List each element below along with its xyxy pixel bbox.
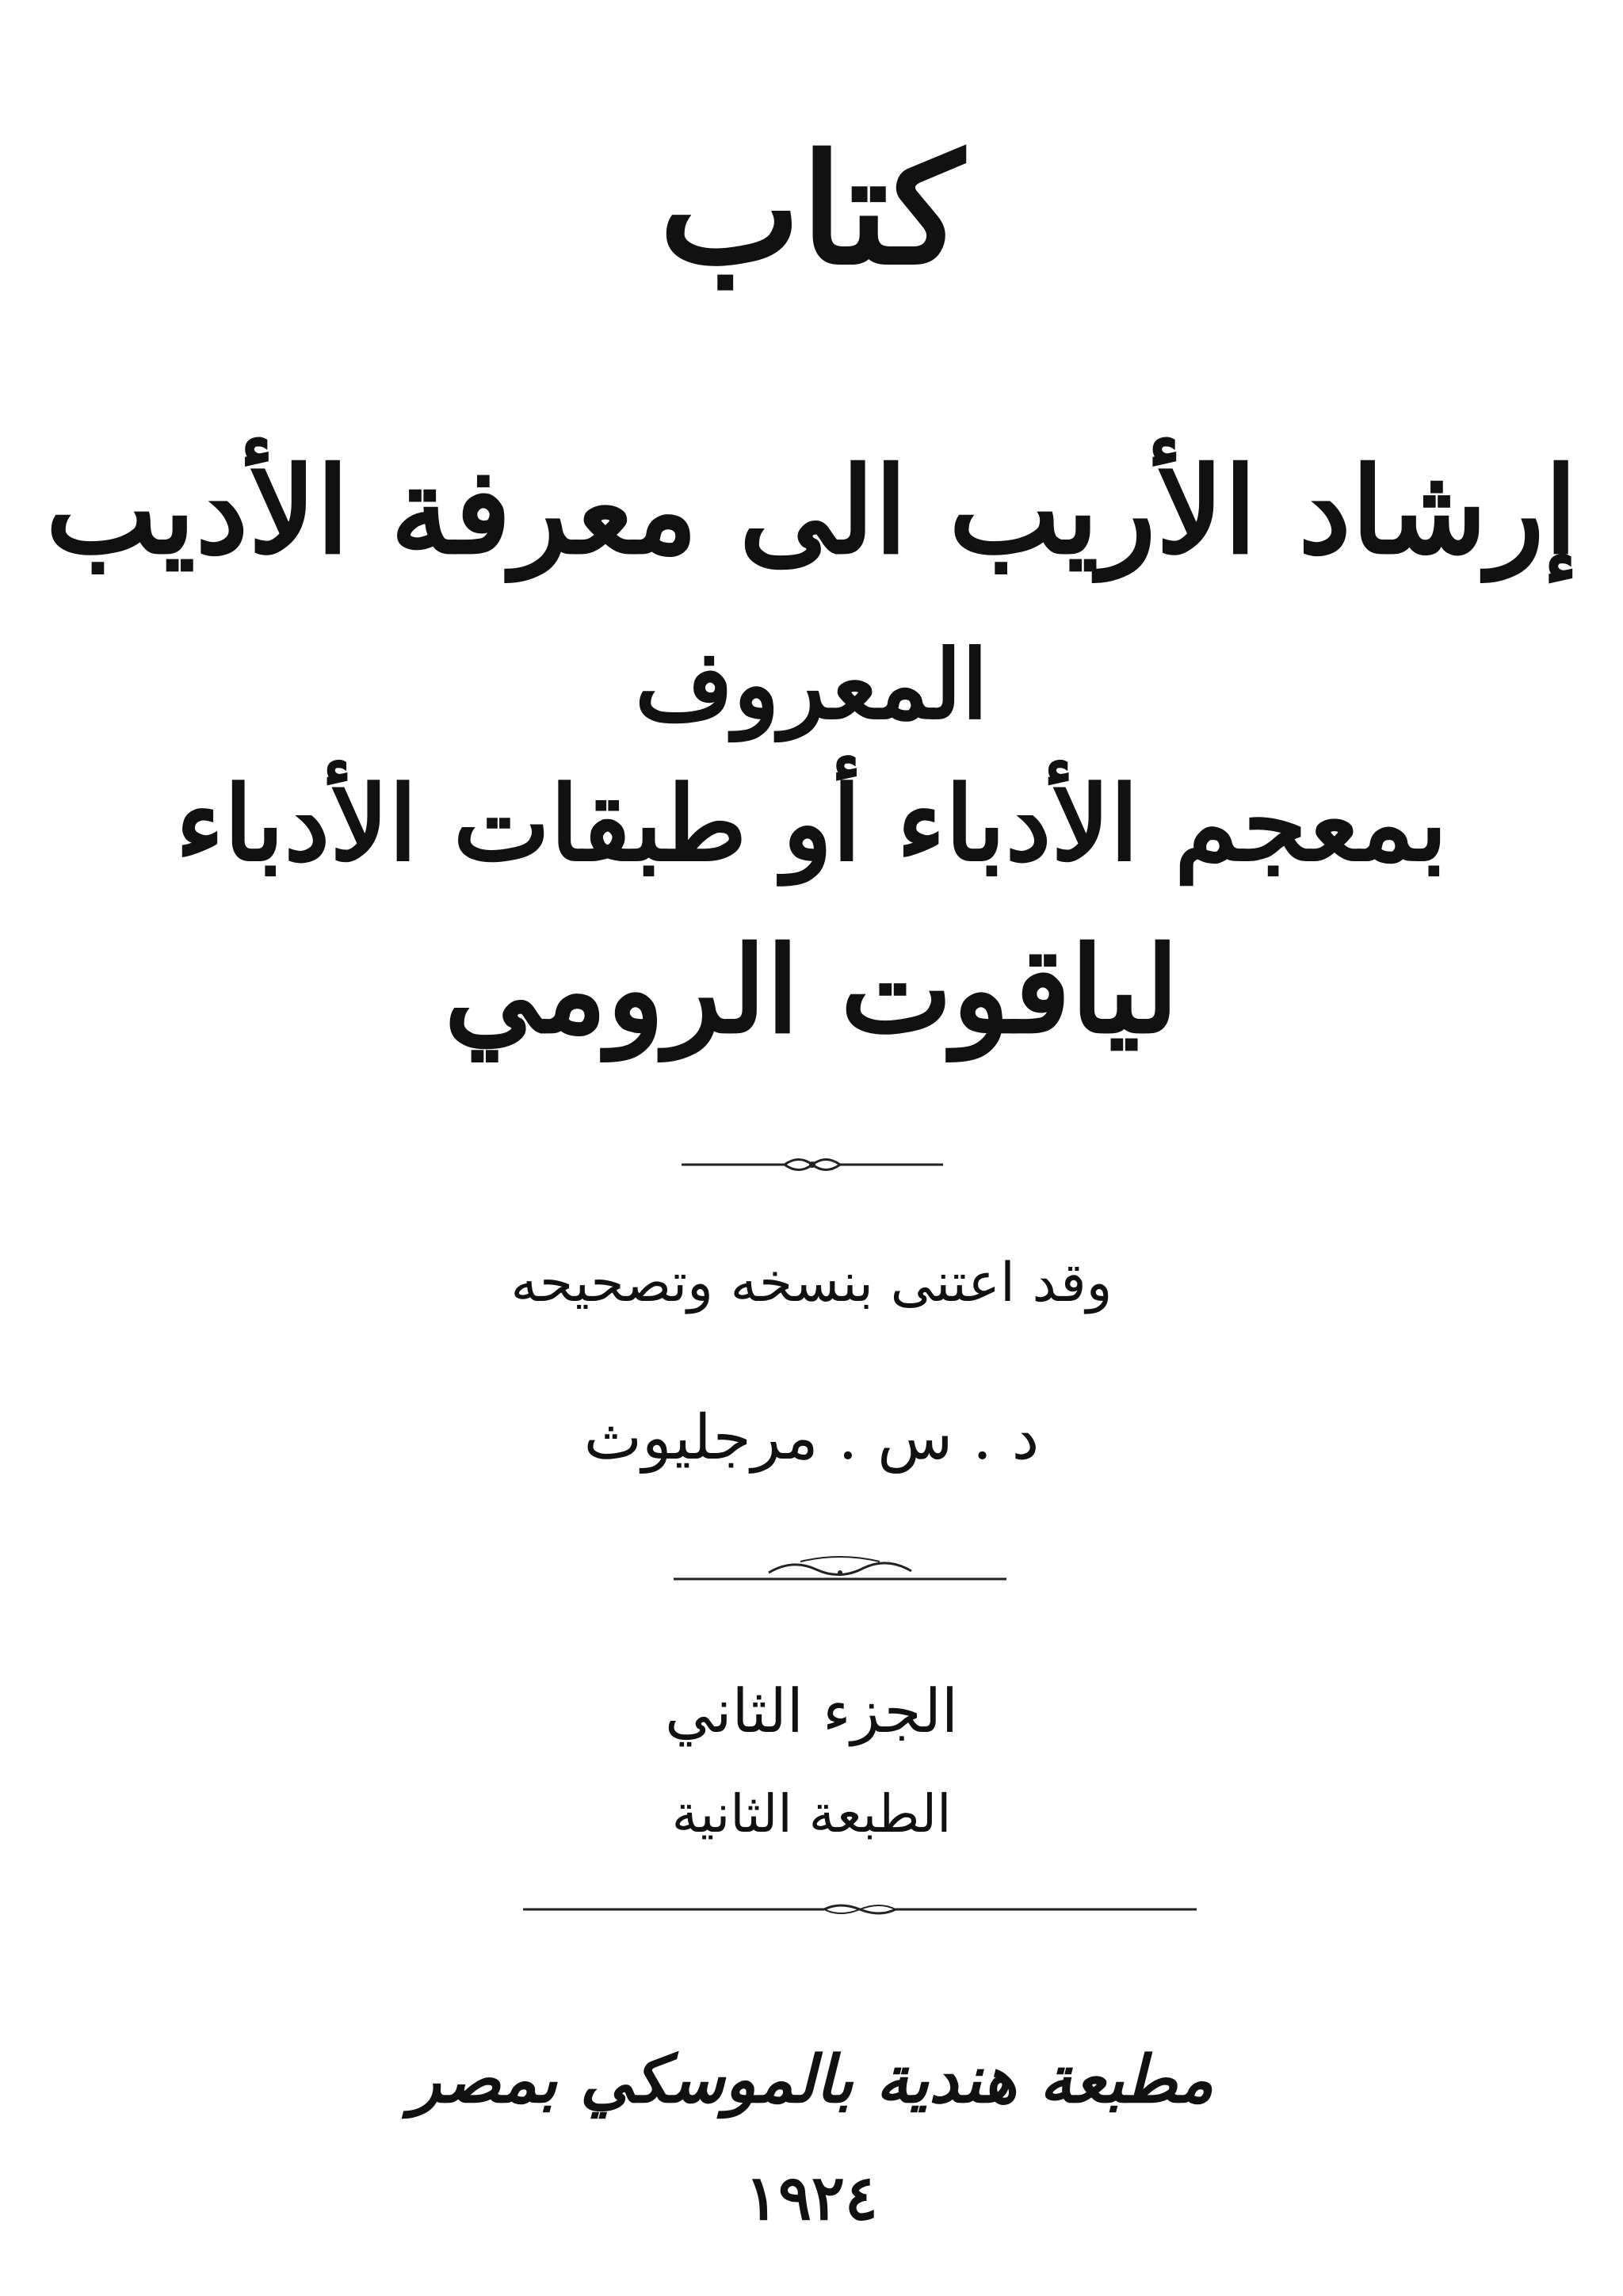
book-word: كتاب [659,121,964,298]
known-as-label: المعروف [635,629,988,741]
alternate-title: بمعجم الأدباء أو طبقات الأدباء [175,763,1448,884]
ornament-rule-bottom [523,1897,1197,1921]
publication-year: ١٩٢٤ [745,2162,878,2234]
author-name: لياقوت الرومي [444,921,1179,1060]
printer-imprint: مطبعة هندية بالموسكي بمصر [409,2042,1214,2118]
editor-note: وقد اعتنى بنسخه وتصحيحه [510,1252,1113,1314]
edition-label: الطبعة الثانية [671,1783,952,1844]
volume-label: الجزء الثاني [664,1676,959,1746]
editor-name: د . س . مرجليوث [583,1402,1040,1474]
ornament-divider-middle [674,1549,1006,1589]
main-title: إرشاد الأريب الى معرفة الأديب [45,441,1578,581]
ornament-divider-top [682,1153,943,1177]
